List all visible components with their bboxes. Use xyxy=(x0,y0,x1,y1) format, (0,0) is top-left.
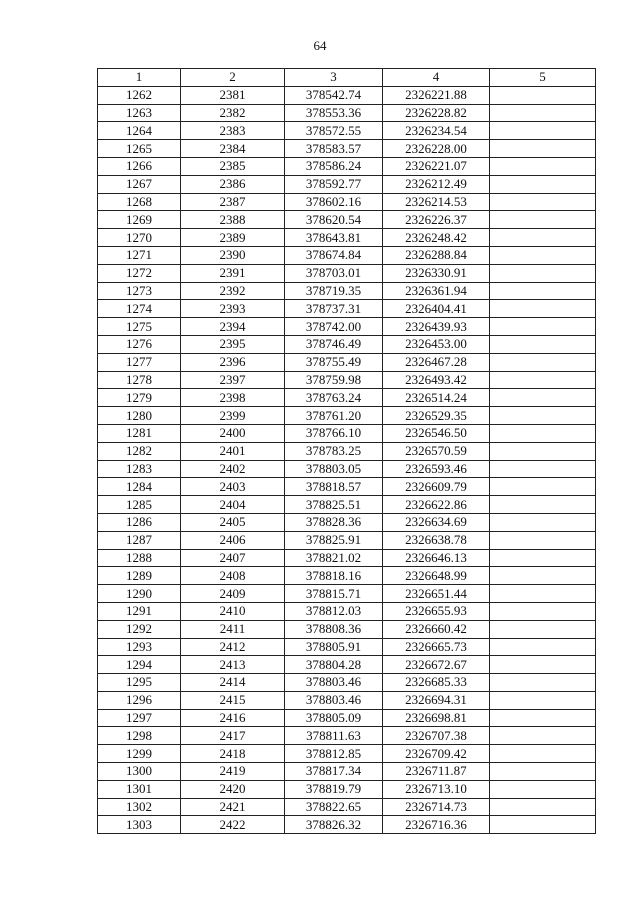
table-cell: 2326634.69 xyxy=(383,513,490,531)
table-cell: 378803.46 xyxy=(285,674,383,692)
table-cell xyxy=(490,424,596,442)
table-cell: 2326514.24 xyxy=(383,389,490,407)
table-cell: 2408 xyxy=(181,567,285,585)
table-cell: 2411 xyxy=(181,620,285,638)
table-row xyxy=(98,300,596,318)
table-cell: 378812.85 xyxy=(285,745,383,763)
table-cell: 2416 xyxy=(181,709,285,727)
table-cell: 378586.24 xyxy=(285,157,383,175)
table-cell: 2326714.73 xyxy=(383,798,490,816)
table-cell: 2326404.41 xyxy=(383,300,490,318)
table-cell: 2413 xyxy=(181,656,285,674)
table-cell: 1276 xyxy=(98,335,181,353)
table-cell: 1266 xyxy=(98,157,181,175)
table-cell: 1267 xyxy=(98,175,181,193)
table-cell: 2326660.42 xyxy=(383,620,490,638)
table-cell: 2326212.49 xyxy=(383,175,490,193)
table-cell: 2326546.50 xyxy=(383,424,490,442)
table-cell: 1277 xyxy=(98,353,181,371)
table-cell: 2326439.93 xyxy=(383,318,490,336)
table-cell: 2404 xyxy=(181,496,285,514)
table-cell xyxy=(490,157,596,175)
table-row xyxy=(98,691,596,709)
table-cell: 378542.74 xyxy=(285,86,383,104)
table-cell xyxy=(490,816,596,834)
table-cell: 2326655.93 xyxy=(383,602,490,620)
table-cell: 2326711.87 xyxy=(383,763,490,781)
table-cell: 2326214.53 xyxy=(383,193,490,211)
table-cell: 2395 xyxy=(181,335,285,353)
table-cell: 1265 xyxy=(98,140,181,158)
table-cell: 2403 xyxy=(181,478,285,496)
table-cell: 1262 xyxy=(98,86,181,104)
table-cell: 378817.34 xyxy=(285,763,383,781)
table-row xyxy=(98,335,596,353)
table-cell xyxy=(490,193,596,211)
table-header-row xyxy=(98,69,596,87)
table-cell: 2406 xyxy=(181,531,285,549)
table-row xyxy=(98,620,596,638)
table-cell: 378826.32 xyxy=(285,816,383,834)
table-cell xyxy=(490,531,596,549)
table-cell: 2326651.44 xyxy=(383,585,490,603)
table-cell: 1292 xyxy=(98,620,181,638)
table-cell: 2388 xyxy=(181,211,285,229)
table-row xyxy=(98,531,596,549)
table-cell: 1283 xyxy=(98,460,181,478)
table-cell: 378719.35 xyxy=(285,282,383,300)
table-cell xyxy=(490,371,596,389)
table-row xyxy=(98,371,596,389)
table-cell: 2399 xyxy=(181,407,285,425)
table-cell: 2326330.91 xyxy=(383,264,490,282)
table-cell: 1286 xyxy=(98,513,181,531)
table-row xyxy=(98,709,596,727)
table-cell: 1298 xyxy=(98,727,181,745)
table-cell xyxy=(490,727,596,745)
table-cell: 378828.36 xyxy=(285,513,383,531)
table-cell: 2326665.73 xyxy=(383,638,490,656)
table-cell: 1296 xyxy=(98,691,181,709)
table-cell: 2326228.00 xyxy=(383,140,490,158)
table-row xyxy=(98,763,596,781)
table-cell: 2387 xyxy=(181,193,285,211)
table-cell: 378808.36 xyxy=(285,620,383,638)
table-cell: 2386 xyxy=(181,175,285,193)
table-body xyxy=(98,86,596,833)
table-cell: 2410 xyxy=(181,602,285,620)
table-cell: 2384 xyxy=(181,140,285,158)
table-cell: 2409 xyxy=(181,585,285,603)
table-cell: 2326570.59 xyxy=(383,442,490,460)
table-cell: 378803.05 xyxy=(285,460,383,478)
table-row xyxy=(98,460,596,478)
table-cell xyxy=(490,460,596,478)
table-cell: 378643.81 xyxy=(285,229,383,247)
table-cell: 1271 xyxy=(98,246,181,264)
table-cell: 378825.51 xyxy=(285,496,383,514)
table-cell: 378818.16 xyxy=(285,567,383,585)
table-cell: 378737.31 xyxy=(285,300,383,318)
table-cell: 1272 xyxy=(98,264,181,282)
table-cell: 1287 xyxy=(98,531,181,549)
table-cell: 2382 xyxy=(181,104,285,122)
table-cell: 2383 xyxy=(181,122,285,140)
table-cell: 2407 xyxy=(181,549,285,567)
table-cell: 378812.03 xyxy=(285,602,383,620)
table-cell: 2326672.67 xyxy=(383,656,490,674)
table-row xyxy=(98,407,596,425)
table-cell xyxy=(490,798,596,816)
table-cell xyxy=(490,638,596,656)
table-cell xyxy=(490,335,596,353)
table-cell: 2394 xyxy=(181,318,285,336)
table-cell: 2398 xyxy=(181,389,285,407)
table-row xyxy=(98,478,596,496)
table-cell: 2326593.46 xyxy=(383,460,490,478)
table-cell xyxy=(490,656,596,674)
table-cell: 378815.71 xyxy=(285,585,383,603)
table-cell xyxy=(490,246,596,264)
table-cell: 378674.84 xyxy=(285,246,383,264)
table-row xyxy=(98,264,596,282)
table-cell: 2326228.82 xyxy=(383,104,490,122)
table-row xyxy=(98,816,596,834)
table-row xyxy=(98,638,596,656)
table-cell: 2326707.38 xyxy=(383,727,490,745)
table-cell: 378755.49 xyxy=(285,353,383,371)
table-cell: 2326529.35 xyxy=(383,407,490,425)
table-cell: 2326638.78 xyxy=(383,531,490,549)
table-cell: 2389 xyxy=(181,229,285,247)
column-header: 5 xyxy=(490,69,596,87)
table-cell: 2393 xyxy=(181,300,285,318)
table-cell: 378818.57 xyxy=(285,478,383,496)
table-cell: 2326361.94 xyxy=(383,282,490,300)
table-row xyxy=(98,389,596,407)
table-row xyxy=(98,745,596,763)
table-cell: 2421 xyxy=(181,798,285,816)
table-cell xyxy=(490,478,596,496)
table-cell: 2326622.86 xyxy=(383,496,490,514)
table-row xyxy=(98,442,596,460)
table-cell xyxy=(490,300,596,318)
table-row xyxy=(98,513,596,531)
table-cell: 1303 xyxy=(98,816,181,834)
table-cell: 1295 xyxy=(98,674,181,692)
table-cell: 2326248.42 xyxy=(383,229,490,247)
table-row xyxy=(98,496,596,514)
table-cell: 2326221.88 xyxy=(383,86,490,104)
table-cell: 2326493.42 xyxy=(383,371,490,389)
table-cell: 1284 xyxy=(98,478,181,496)
table-cell xyxy=(490,620,596,638)
table-cell: 2326609.79 xyxy=(383,478,490,496)
table-cell: 2400 xyxy=(181,424,285,442)
coordinates-table xyxy=(97,68,596,834)
table-cell xyxy=(490,140,596,158)
table-cell: 1268 xyxy=(98,193,181,211)
table-cell: 378592.77 xyxy=(285,175,383,193)
table-cell: 1290 xyxy=(98,585,181,603)
table-cell: 378821.02 xyxy=(285,549,383,567)
table-cell: 2412 xyxy=(181,638,285,656)
table-cell xyxy=(490,780,596,798)
table-cell: 1301 xyxy=(98,780,181,798)
table-row xyxy=(98,157,596,175)
table-cell: 2390 xyxy=(181,246,285,264)
table-cell: 2397 xyxy=(181,371,285,389)
table-cell xyxy=(490,602,596,620)
table-cell: 1275 xyxy=(98,318,181,336)
table-cell: 2326698.81 xyxy=(383,709,490,727)
table-cell: 1264 xyxy=(98,122,181,140)
table-cell: 1293 xyxy=(98,638,181,656)
table-cell xyxy=(490,745,596,763)
table-cell: 2422 xyxy=(181,816,285,834)
table-row xyxy=(98,229,596,247)
table-cell: 2326221.07 xyxy=(383,157,490,175)
table-row xyxy=(98,656,596,674)
table-cell: 1274 xyxy=(98,300,181,318)
table-cell: 1273 xyxy=(98,282,181,300)
table-cell: 1294 xyxy=(98,656,181,674)
table-row xyxy=(98,318,596,336)
table-cell: 378759.98 xyxy=(285,371,383,389)
table-cell: 2402 xyxy=(181,460,285,478)
table-cell: 1299 xyxy=(98,745,181,763)
table-cell: 2326694.31 xyxy=(383,691,490,709)
table-cell xyxy=(490,229,596,247)
table-cell xyxy=(490,442,596,460)
table-cell: 378763.24 xyxy=(285,389,383,407)
table-cell xyxy=(490,763,596,781)
table-cell: 2418 xyxy=(181,745,285,763)
column-header: 3 xyxy=(285,69,383,87)
table-cell: 2326709.42 xyxy=(383,745,490,763)
table-row xyxy=(98,727,596,745)
table-cell: 378583.57 xyxy=(285,140,383,158)
table-cell: 2326288.84 xyxy=(383,246,490,264)
table-cell: 2391 xyxy=(181,264,285,282)
table-cell: 1289 xyxy=(98,567,181,585)
table-cell: 378766.10 xyxy=(285,424,383,442)
table-cell: 2417 xyxy=(181,727,285,745)
table-cell: 1282 xyxy=(98,442,181,460)
page-number: 64 xyxy=(313,38,327,53)
table-cell: 2326646.13 xyxy=(383,549,490,567)
table-row xyxy=(98,424,596,442)
table-row xyxy=(98,86,596,104)
table-cell: 2405 xyxy=(181,513,285,531)
table-row xyxy=(98,104,596,122)
table-cell: 2401 xyxy=(181,442,285,460)
table-cell: 2392 xyxy=(181,282,285,300)
table-cell: 2414 xyxy=(181,674,285,692)
table-cell: 1297 xyxy=(98,709,181,727)
table-cell: 2326648.99 xyxy=(383,567,490,585)
table-cell: 2326716.36 xyxy=(383,816,490,834)
table-cell: 1285 xyxy=(98,496,181,514)
table-cell xyxy=(490,389,596,407)
table-cell xyxy=(490,567,596,585)
table-cell xyxy=(490,264,596,282)
table-row xyxy=(98,175,596,193)
table-row xyxy=(98,282,596,300)
table-cell: 1278 xyxy=(98,371,181,389)
table-row xyxy=(98,602,596,620)
table-cell: 378572.55 xyxy=(285,122,383,140)
table-cell xyxy=(490,674,596,692)
table-row xyxy=(98,567,596,585)
table-cell: 2396 xyxy=(181,353,285,371)
table-cell: 378783.25 xyxy=(285,442,383,460)
table-cell: 378822.65 xyxy=(285,798,383,816)
table-row xyxy=(98,549,596,567)
table-cell: 1302 xyxy=(98,798,181,816)
table-cell: 378602.16 xyxy=(285,193,383,211)
table-cell: 378742.00 xyxy=(285,318,383,336)
table-cell: 2381 xyxy=(181,86,285,104)
table-cell: 2326453.00 xyxy=(383,335,490,353)
table-cell xyxy=(490,353,596,371)
table-row xyxy=(98,353,596,371)
table-row xyxy=(98,585,596,603)
table-cell xyxy=(490,585,596,603)
table-row xyxy=(98,140,596,158)
table-cell: 378803.46 xyxy=(285,691,383,709)
table-cell xyxy=(490,318,596,336)
table-cell: 2326226.37 xyxy=(383,211,490,229)
column-header: 1 xyxy=(98,69,181,87)
table-cell: 2326685.33 xyxy=(383,674,490,692)
table-cell: 378703.01 xyxy=(285,264,383,282)
table-cell: 2420 xyxy=(181,780,285,798)
table-cell: 1291 xyxy=(98,602,181,620)
table-row xyxy=(98,246,596,264)
table-cell xyxy=(490,86,596,104)
table-cell: 378819.79 xyxy=(285,780,383,798)
table-cell xyxy=(490,496,596,514)
table-row xyxy=(98,780,596,798)
table-cell xyxy=(490,122,596,140)
table-cell: 1279 xyxy=(98,389,181,407)
table-cell: 2326713.10 xyxy=(383,780,490,798)
table-cell xyxy=(490,549,596,567)
table-row xyxy=(98,798,596,816)
table-cell xyxy=(490,709,596,727)
table-cell: 2419 xyxy=(181,763,285,781)
table-cell xyxy=(490,691,596,709)
column-header: 4 xyxy=(383,69,490,87)
table-row xyxy=(98,122,596,140)
table-cell: 1263 xyxy=(98,104,181,122)
table-cell: 378825.91 xyxy=(285,531,383,549)
table-cell: 1288 xyxy=(98,549,181,567)
table-cell xyxy=(490,104,596,122)
table-cell: 1280 xyxy=(98,407,181,425)
table-cell xyxy=(490,407,596,425)
table-cell: 1281 xyxy=(98,424,181,442)
table-cell: 378805.91 xyxy=(285,638,383,656)
table-cell xyxy=(490,211,596,229)
table-cell: 2326467.28 xyxy=(383,353,490,371)
table-cell: 378805.09 xyxy=(285,709,383,727)
table-cell: 2326234.54 xyxy=(383,122,490,140)
table-row xyxy=(98,211,596,229)
table-cell: 378553.36 xyxy=(285,104,383,122)
table-cell: 378761.20 xyxy=(285,407,383,425)
table-cell: 1270 xyxy=(98,229,181,247)
table-cell xyxy=(490,513,596,531)
table-row xyxy=(98,674,596,692)
table-cell: 378811.63 xyxy=(285,727,383,745)
table-cell xyxy=(490,175,596,193)
table-cell: 1269 xyxy=(98,211,181,229)
column-header: 2 xyxy=(181,69,285,87)
table-cell: 378804.28 xyxy=(285,656,383,674)
table-cell: 378746.49 xyxy=(285,335,383,353)
table-cell: 2415 xyxy=(181,691,285,709)
table-cell: 2385 xyxy=(181,157,285,175)
table-cell: 378620.54 xyxy=(285,211,383,229)
table-cell xyxy=(490,282,596,300)
table-row xyxy=(98,193,596,211)
table-cell: 1300 xyxy=(98,763,181,781)
